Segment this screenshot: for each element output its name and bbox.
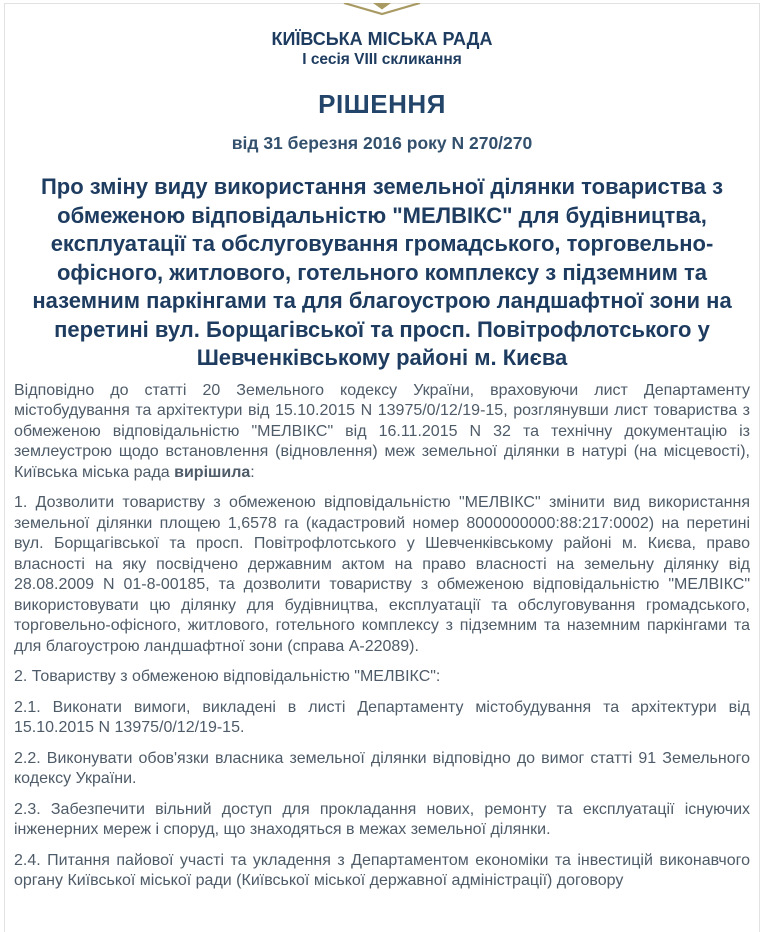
doc-title: Про зміну виду використання земельної ділянки товариства з обмеженою відповідальністю "МЕЛВІКС" для будівництва, експлуатації та обслуговування громадського, торговельно-офісного, житлового, готельного комплексу з підземним та наземним паркінгами та для благоустрою ландшафтної зони на перетині вул. Борщагівської та просп. Повітрофлотського у Шевченківському районі м. Києва	[32, 174, 732, 370]
date-line: від 31 березня 2016 року N 270/270	[231, 133, 533, 153]
document-body	[14, 381, 750, 892]
session-line: I сесія VIII скликання	[302, 51, 462, 68]
body-paragraph: 2. Товариству з обмеженою відповідальністю "МЕЛВІКС":	[14, 668, 441, 685]
body-paragraph: 2.2. Виконувати обов'язки власника земельної ділянки відповідно до вимог статті 91 Земельного кодексу України.	[14, 749, 750, 787]
emblem-chevron-icon	[14, 3, 750, 16]
document-sheet	[4, 3, 760, 932]
intro-paragraph	[14, 381, 750, 484]
doc-type-heading: РІШЕННЯ	[318, 89, 446, 119]
org-name: КИЇВСЬКА МІСЬКА РАДА	[271, 29, 493, 49]
body-paragraph: 1. Дозволити товариству з обмеженою відповідальністю "МЕЛВІКС" змінити вид використання земельної ділянки площею 1,6578 га (кадастровий номер 8000000000:88:217:0002) на перетині вул. Борщагівської та просп. Повітрофлотського у Шевченківському районі м. Києва, право власності на яку посвідчено державним актом на право власності на земельну ділянку від 28.08.2009 N 01-8-00185, та дозволити товариству з обмеженою відповідальністю "МЕЛВІКС" використовувати цю ділянку для будівництва, експлуатації та обслуговування громадського, торговельно-офісного, житлового, готельного комплексу з підземним та наземним паркінгами та для благоустрою ландшафтної зони (справа А-22089).	[14, 494, 750, 655]
body-paragraph: 2.3. Забезпечити вільний доступ для прокладання нових, ремонту та експлуатації існуючих інженерних мереж і споруд, що знаходяться в межах земельної ділянки.	[14, 800, 750, 838]
intro-text: Відповідно до статті 20 Земельного кодексу України, враховуючи лист Департаменту містобудування та архітектури від 15.10.2015 N 13975/0/12/19-15, розглянувши лист товариства з обмеженою відповідальністю "МЕЛВІКС" від 16.11.2015 N 32 та технічну документацію із землеустрою щодо встановлення (відновлення) меж земельної ділянки в натурі (на місцевості), Київська міська рада	[14, 381, 750, 481]
intro-bold-word: вирішила	[174, 463, 251, 481]
body-paragraph: 2.1. Виконати вимоги, викладені в листі Департаменту містобудування та архітектури від 15.10.2015 N 13975/0/12/19-15.	[14, 698, 750, 736]
intro-colon: :	[250, 463, 255, 481]
body-paragraph: 2.4. Питання пайової участі та укладення з Департаментом економіки та інвестицій виконавчого органу Київської міської ради (Київської міської державної адміністрації) договору	[14, 851, 750, 889]
